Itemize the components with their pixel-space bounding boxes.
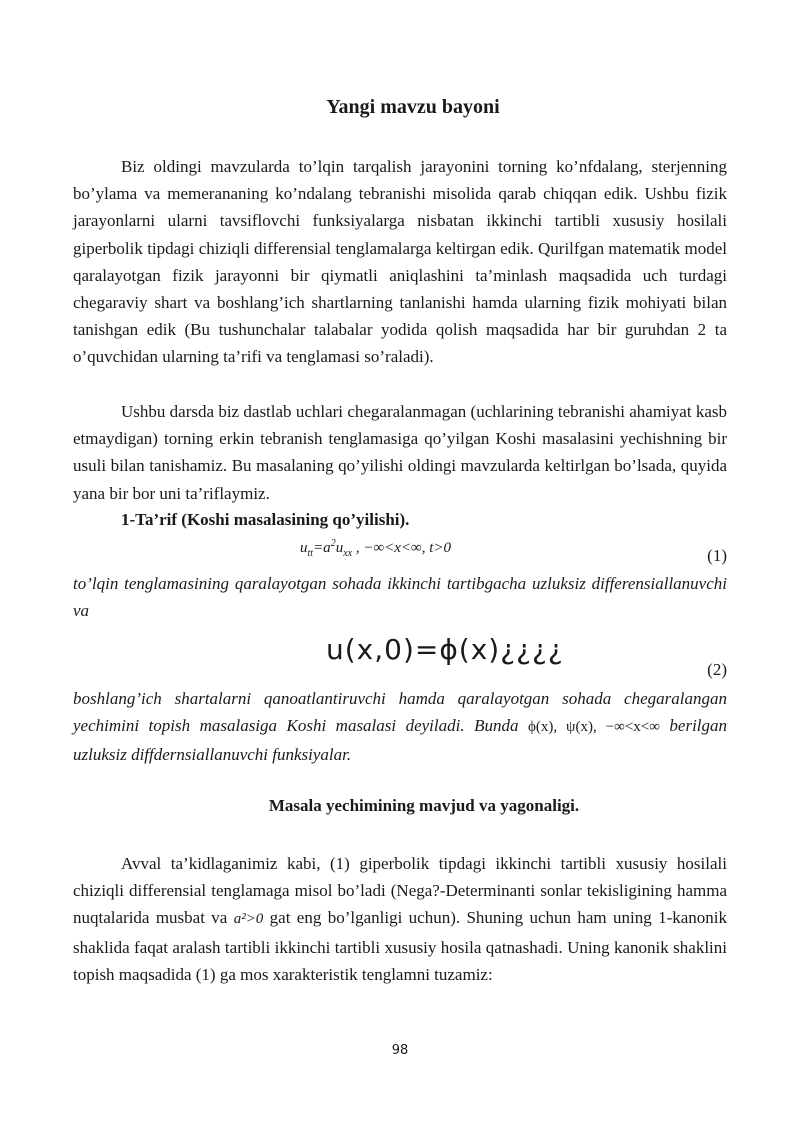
wave-equation: $u_{tt}=a^2u_{xx}$ , −∞<x<∞, t>0	[300, 538, 452, 559]
paragraph-definition-body: to’lqin tenglamasining qaralayotgan sohada ikkinchi tartibgacha uzluksiz differensiallanuvchi va	[73, 574, 727, 621]
equation-number-2: (2)	[707, 660, 727, 679]
paragraph-cauchy-definition	[73, 685, 727, 769]
given-functions-math: ϕ(x), ψ(x), −∞<x<∞	[527, 719, 660, 736]
page-title: Yangi mavzu bayoni	[326, 96, 500, 118]
paragraph-lesson-goal: Ushbu darsda biz dastlab uchlari chegaralanmagan (uchlarining tebranishi ahamiyat kasb etmaydigan) torning erkin tebranish tenglamasiga qo’yilgan Koshi masalasini yechishning bir usuli bilan tanishamiz. Bu masalaning qo’yilishi oldingi mavzularda keltirlgan bo’lsada, quyida yana bir bor uni ta’riflaymiz.	[73, 402, 727, 503]
cauchy-definition-text: boshlang’ich shartalarni qanoatlantiruvchi hamda qaralayotgan sohada chegaralangan yechimini topish masalasiga Koshi masalasi deyiladi. Bunda	[73, 689, 727, 736]
page-number: 98	[391, 1043, 409, 1058]
section-heading: Masala yechimining mavjud va yagonaligi.	[268, 796, 580, 815]
hyperbolic-text-a: Avval ta’kidlaganimiz kabi, (1) giperbolik tipdagi ikkinchi tartibli xususiy hosilali chiziqli differensial tenglamaga misol bo’ladi (Nega?-Determinanti sonlar tekisligining hamma nuqtalarida musbat va	[73, 854, 727, 928]
hyperbolic-text-b: gat eng bo’lganligi uchun). Shuning uchun ham uning 1-kanonik shaklida faqat aralash tartibli ikkinchi tartibli xususiy hosila qatnashadi. Uning kanonik shaklini topish maqsadida (1) ga mos xarakteristik tenglamni tuzamiz:	[73, 908, 728, 984]
paragraph-hyperbolic	[73, 850, 727, 988]
definition-heading: 1-Ta’rif (Koshi masalasining qo’yilishi).	[121, 510, 410, 529]
paragraph-intro: Biz oldingi mavzularda to’lqin tarqalish jarayonini torning ko’nfdalang, sterjenning bo’ylama va memerananing ko’ndalang tebranishi misolida qarab chiqqan edik. Ushbu fizik jarayonlarni ularni tavsiflovchi funksiyalarga nisbatan ikkinchi tartibli xususiy hosilali giperbolik tipdagi chiziqli differensial tenglamalarga keltirgan edik. Qurilfgan matematik model qaralayotgan fizik jarayonni bir qiymatli aniqlashini ta’minlash maqsadida uch turdagi chegaraviy shart va boshlang’ich shartlarning tanlanishi hamda ularning fizik mohiyati bilan tanishgan edik (Bu tushunchalar talabalar yodida qolish maqsadida har bir guruhdan 2 ta o’quvchidan ularning ta’rifi va tenglamasi so’raladi).	[73, 157, 727, 367]
initial-condition-equation: u(x,0)=ϕ(x)¿¿¿¿	[326, 633, 564, 666]
positive-coefficient-math: a²>0	[233, 911, 264, 928]
cauchy-definition-tail: berilgan uzluksiz diffdernsiallanuvchi funksiyalar.	[73, 716, 728, 765]
equation-number-1: (1)	[707, 546, 727, 565]
